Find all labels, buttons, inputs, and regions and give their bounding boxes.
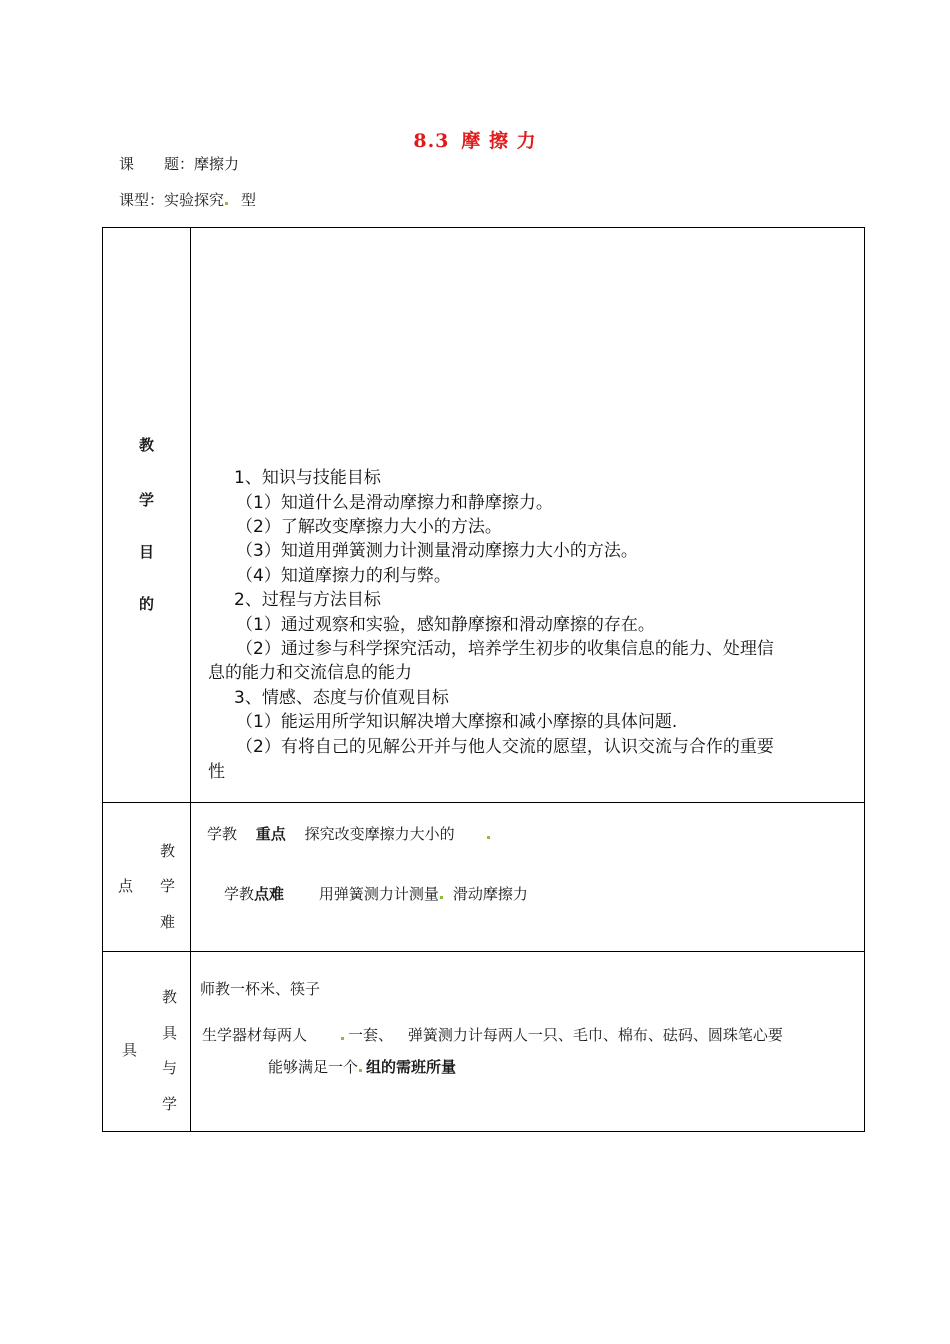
goal-line-13: 性 [208, 762, 225, 782]
tools-side-inner-4: 学 [162, 1095, 178, 1113]
tools-row-2-a: 生学器材每两人 [202, 1026, 308, 1044]
goal-line-3: （2）了解改变摩擦力大小的方法。 [236, 517, 502, 537]
column-divider [190, 228, 191, 1131]
marker-dot [359, 1069, 362, 1072]
tools-row-3-b: 组的需 [366, 1058, 412, 1076]
tools-row-3-a: 能够满足一个 [268, 1058, 359, 1076]
type-value-b: 型 [241, 191, 257, 209]
keypoint-1-overlap: 小的 [424, 825, 455, 843]
tools-row-1: 师教一杯米、筷子 [200, 980, 321, 998]
tools-side-inner-3: 与 [162, 1059, 178, 1077]
goal-line-11: （1）能运用所学知识解决增大摩擦和减小摩擦的具体问题. [236, 712, 678, 732]
topic-line [119, 153, 239, 174]
keypoint-1-prefix: 学教 [207, 825, 238, 843]
goal-line-6: 2、过程与方法目标 [234, 590, 381, 610]
row-divider-1 [103, 802, 864, 803]
marker-dot [225, 202, 228, 205]
goals-side-label-1: 教 [139, 436, 155, 454]
title-number: 8.3 [413, 130, 450, 152]
keypoints-side-inner-1: 教 [160, 842, 176, 860]
tools-row-3-c: 班所量 [411, 1058, 457, 1076]
keypoint-1-text: 探究改变摩擦力大 [304, 825, 425, 843]
topic-label: 课 题： [119, 155, 195, 173]
goal-line-12: （2）有将自己的见解公开并与他人交流的愿望，认识交流与合作的重要 [236, 737, 774, 757]
goals-side-label-4: 的 [139, 595, 155, 613]
marker-dot [341, 1037, 344, 1040]
goal-line-1: 1、知识与技能目标 [234, 468, 381, 488]
keypoints-side-outer: 点 [118, 877, 134, 895]
tools-side-inner-2: 具 [162, 1024, 178, 1042]
marker-dot [487, 836, 490, 839]
keypoint-2-label: 点难 [254, 885, 285, 903]
goals-side-label-3: 目 [139, 543, 155, 561]
type-label: 课型： [119, 191, 165, 209]
keypoint-1-label: 重点 [255, 825, 286, 843]
tools-row-2-b: 一套、 [348, 1026, 394, 1044]
title-text: 摩 擦 力 [461, 130, 537, 152]
goal-line-10: 3、情感、态度与价值观目标 [234, 688, 449, 708]
tools-row-2-c: 弹簧测力计每两人一只、毛巾、棉布、砝码、圆珠笔心要 [407, 1026, 783, 1044]
tools-row-2 [202, 1024, 783, 1045]
goal-line-8: （2）通过参与科学探究活动，培养学生初步的收集信息的能力、处理信 [236, 639, 774, 659]
keypoint-2-prefix: 学教 [224, 885, 255, 903]
type-line [119, 189, 256, 210]
goal-line-2: （1）知道什么是滑动摩擦力和静摩擦力。 [236, 493, 553, 513]
tools-row-3 [268, 1056, 456, 1077]
goal-line-7: （1）通过观察和实验，感知静摩擦和滑动摩擦的存在。 [236, 615, 655, 635]
lesson-table [102, 227, 865, 1132]
page-title [0, 126, 950, 153]
keypoint-row-2 [224, 883, 528, 904]
row-divider-2 [103, 951, 864, 952]
keypoint-2-text-b: 滑动摩擦力 [452, 885, 528, 903]
keypoint-row-1 [207, 823, 494, 844]
goal-line-5: （4）知道摩擦力的利与弊。 [236, 566, 451, 586]
goals-side-label-2: 学 [139, 491, 155, 509]
keypoints-side-inner-3: 难 [160, 913, 176, 931]
marker-dot [440, 896, 443, 899]
type-value-a: 实验探究 [164, 191, 225, 209]
topic-value: 摩擦力 [194, 155, 240, 173]
tools-side-inner-1: 教 [162, 988, 178, 1006]
tools-side-outer: 具 [122, 1041, 138, 1059]
goal-line-4: （3）知道用弹簧测力计测量滑动摩擦力大小的方法。 [236, 541, 638, 561]
keypoint-2-text-a: 用弹簧测力计测量 [318, 885, 439, 903]
goal-line-9: 息的能力和交流信息的能力 [208, 663, 412, 683]
keypoints-side-inner-2: 学 [160, 877, 176, 895]
